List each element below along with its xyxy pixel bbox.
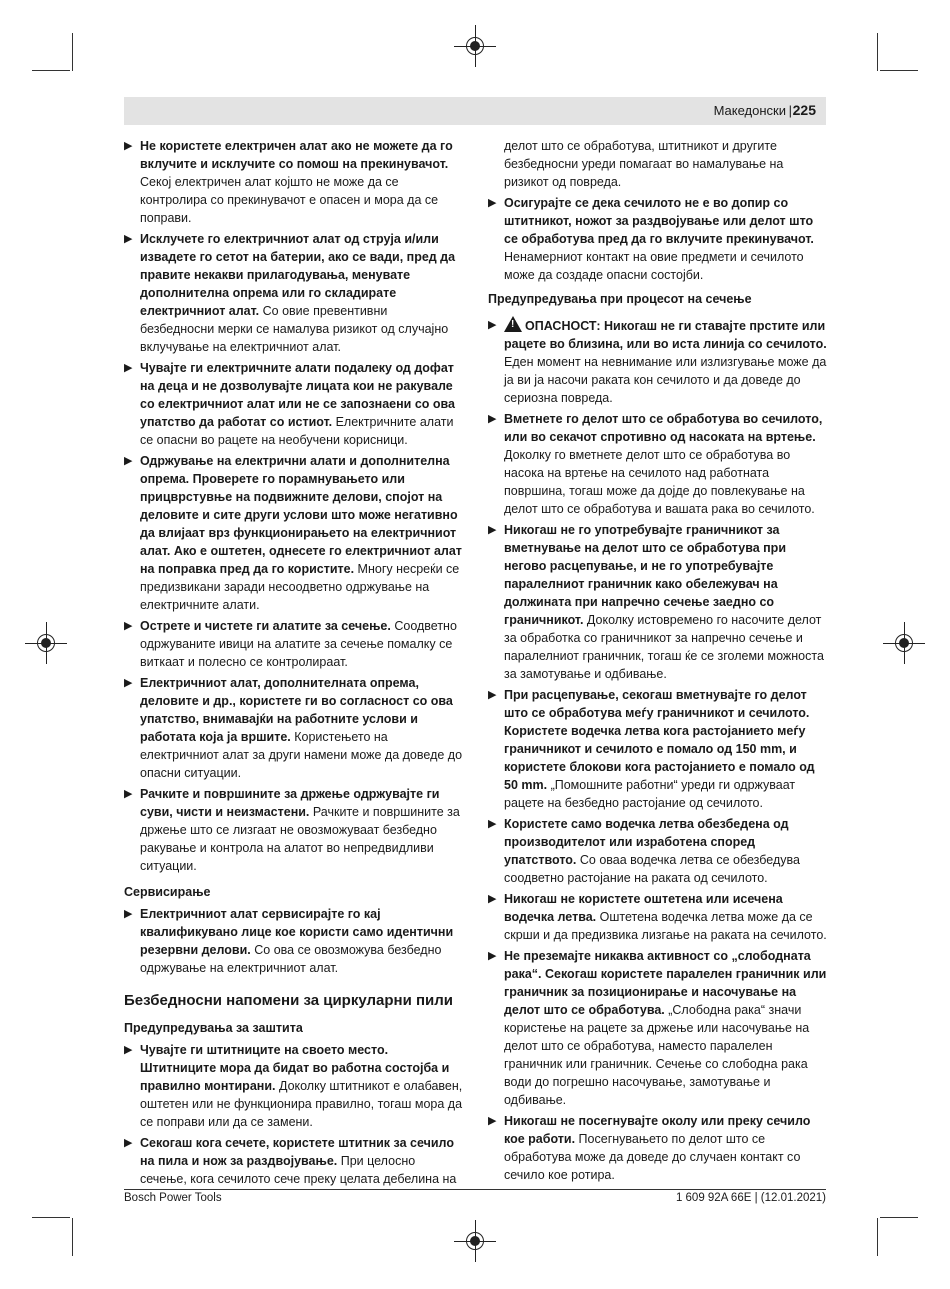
list-item: ▶ Чувајте ги штитниците на своето место. Штитниците мора да бидат во работна состојба и правилно монтирани. Доколку штитникот е олабавен, оштетен или не функционира правилно, тогаш мора да се поправи или да се замени. [124, 1043, 463, 1129]
bullet-arrow-icon: ▶ [124, 140, 133, 152]
bullet-arrow-icon: ▶ [124, 455, 133, 467]
footer-rule [124, 1189, 826, 1190]
header-language: Македонски [713, 103, 786, 118]
list-item: ▶ Никогаш не посегнувајте околу или преку сечило кое работи. Посегнувањето по делот што се обработува може да доведе до случаен контакт со сечило кое ротира. [488, 1114, 811, 1182]
protect-heading: Предупредувања за заштита [124, 1021, 303, 1035]
crop-mark [877, 1218, 878, 1256]
header-separator: | [788, 103, 792, 118]
bullet-arrow-icon: ▶ [124, 362, 133, 374]
bullet-arrow-icon: ▶ [488, 197, 497, 209]
list-item: ▶ Користете само водечка летва обезбедена од производителот или изработена според упатството. Со оваа водечка летва се обезбедува соодветно растојание на раката од сечилото. [488, 817, 800, 885]
continuation-text: делот што се обработува, штитникот и другите безбедносни уреди помагаат во намалување на ризикот од повреда. [504, 139, 784, 189]
crop-mark [877, 33, 878, 71]
list-item: ▶ Исклучете го електричниот алат од струја и/или извадете го сетот на батерии, ако се вади, пред да правите некакви прилагодувања, менувате дополнителна опрема или го складирате електричниот алат. Со овие превентивни безбедносни мерки се намалува ризикот од случајно вклучување на електричниот алат. [124, 232, 456, 354]
bullet-arrow-icon: ▶ [124, 788, 133, 800]
bullet-arrow-icon: ▶ [124, 1137, 133, 1149]
right-column [488, 137, 828, 1187]
list-item: ▶ Одржување на електрични алати и дополнителна опрема. Проверете го порамнувањето или прицврстувње на подвижните делови, спојот на деловите и сите други услови што може негативно да влијаат врз функционирањето на електричниот алат. Ако е оштетен, однесете го електричниот алат на поправка пред да го користите. Многу несреќи се предизвикани заради несоодветно одржување на електричните алати. [124, 454, 462, 612]
bullet-arrow-icon: ▶ [124, 677, 133, 689]
bullet-arrow-icon: ▶ [488, 893, 497, 905]
crop-mark [32, 70, 70, 71]
crop-mark [32, 1217, 70, 1218]
bullet-arrow-icon: ▶ [124, 908, 133, 920]
bullet-arrow-icon: ▶ [124, 620, 133, 632]
danger-item: ▶ ! ОПАСНОСТ: Никогаш не ги ставајте прстите или рацете во близина, или во иста линија со сечилото. Еден момент на невнимание или излизгување може да ја ви ја насочи раката кон сечилото и да доведе до сериозна повреда. [488, 316, 828, 407]
list-item: ▶ Чувајте ги електричните алати подалеку од дофат на деца и не дозволувајте лицата кои не ракувале со електричниот алат или не се запознаени со ова упатство да работат со истиот. Електричните алати се опасни во рацете на необучени корисници. [124, 361, 455, 447]
footer-doc-code: 1 609 92A 66E | (12.01.2021) [675, 1192, 826, 1204]
list-item: ▶ Електричниот алат сервисирајте го кај квалификувано лице кое користи само идентични резервни делови. Со ова се овозможува безбедно одржување на електричниот алат. [124, 907, 454, 975]
crop-mark [72, 33, 73, 71]
registration-mark-icon [464, 35, 486, 57]
warning-triangle-icon [504, 316, 522, 332]
crop-mark [880, 70, 918, 71]
list-item: ▶ Никогаш не користете оштетена или исечена водечка летва. Оштетена водечка летва може да се скрши и да предизвика лизгање на раката на сечилото. [488, 892, 827, 942]
service-heading: Сервисирање [124, 885, 211, 899]
list-item: ▶ Не преземајте никаква активност со „слободната рака“. Секогаш користете паралелен граничник или граничник за позиционирање и насочување на делот што се обработува. „Слободна рака“ значи користење на рацете за држење или насочување на делот што се обработува, наместо паралелен граничник или граничник. Сечење со слободна рака води до погрешно насочување, замотување и одбивање. [488, 949, 827, 1107]
bullet-arrow-icon: ▶ [124, 1044, 133, 1056]
bullet-arrow-icon: ▶ [488, 524, 497, 536]
bullet-arrow-icon: ▶ [488, 689, 497, 701]
list-item: ▶ Острете и чистете ги алатите за сечење. Соодветно одржуваните ивици на алатите за сечење помалку се виткаат и полесно се контролираат. [124, 619, 457, 669]
registration-mark-icon [464, 1230, 486, 1252]
bullet-arrow-icon: ▶ [488, 413, 497, 425]
list-item: ▶ Секогаш кога сечете, користете штитник за сечило на пила и нож за раздвојување. При целосно сечење, кога сечилото сече преку целата дебелина на [124, 1136, 457, 1186]
footer-brand: Bosch Power Tools [124, 1192, 222, 1204]
cut-heading: Предупредувања при процесот на сечење [488, 292, 752, 306]
page-number: 225 [792, 102, 816, 118]
list-item: ▶ При расцепување, секогаш вметнувајте го делот што се обработува меѓу граничникот и сечилото. Користете водечка летва кога растојанието меѓу граничникот и сечилото е помало од 150 mm, и користете блокови кога растојанието е помало од 50 mm. „Помошните работни“ уреди ги одржуваат рацете на безбедно растојание од сечилото. [488, 688, 815, 810]
bullet-arrow-icon: ▶ [488, 818, 497, 830]
bullet-arrow-icon: ▶ [488, 950, 497, 962]
list-item: ▶ Вметнете го делот што се обработува во сечилото, или во секачот спротивно од насоката на вртење. Доколку го вметнете делот што се обработува во насока на вртење на сечилото над работната површина, тогаш може да дојде до повлекување на делот што се обработува и вашата рака во сечилото. [488, 412, 823, 516]
crop-mark [880, 1217, 918, 1218]
list-item: ▶ Осигурајте се дека сечилото не е во допир со штитникот, ножот за раздвојување или делот што се обработува пред да го вклучите прекинувачот. Ненамерниот контакт на овие предмети и сечилото може да создаде опасни состојби. [488, 196, 814, 282]
list-item: ▶ Никогаш не го употребувајте граничникот за вметнување на делот што се обработува при негово расцепување, и не го употребувајте паралелниот граничник како обележувач на должината при напречно сечење заедно со граничникот. Доколку истовремено го насочите делот за обработка со граничникот за напречно сечење и паралелниот граничник, тогаш ќе се зголеми можноста за замотување и одбивање. [488, 523, 824, 681]
crop-mark [72, 1218, 73, 1256]
bullet-arrow-icon: ▶ [124, 233, 133, 245]
registration-mark-icon [35, 632, 57, 654]
registration-mark-icon [893, 632, 915, 654]
page-header [124, 97, 826, 125]
list-item: ▶ Рачките и површините за држење одржувајте ги суви, чисти и неизмастени. Рачките и површините за држење што се лизгаат не овозможуваат безбедно ракување и контрола на алатот во непредвидливи ситуации. [124, 787, 460, 873]
bullet-arrow-icon: ▶ [488, 319, 497, 331]
left-column [124, 137, 464, 1191]
list-item: ▶ Не користете електричен алат ако не можете да го вклучите и исклучите со помош на прекинувачот. Секој електричен алат којшто не може да се контролира со прекинувачот е опасен и мора да се поправи. [124, 139, 453, 225]
list-item: ▶ Електричниот алат, дополнителната опрема, деловите и др., користете ги во согласност со ова упатство, внимавајќи на работните услови и работата која ја вршите. Користењето на електричниот алат за други намени може да доведе до опасни ситуации. [124, 676, 463, 780]
bullet-arrow-icon: ▶ [488, 1115, 497, 1127]
section-heading: Безбедносни напомени за циркуларни пили [124, 992, 454, 1009]
